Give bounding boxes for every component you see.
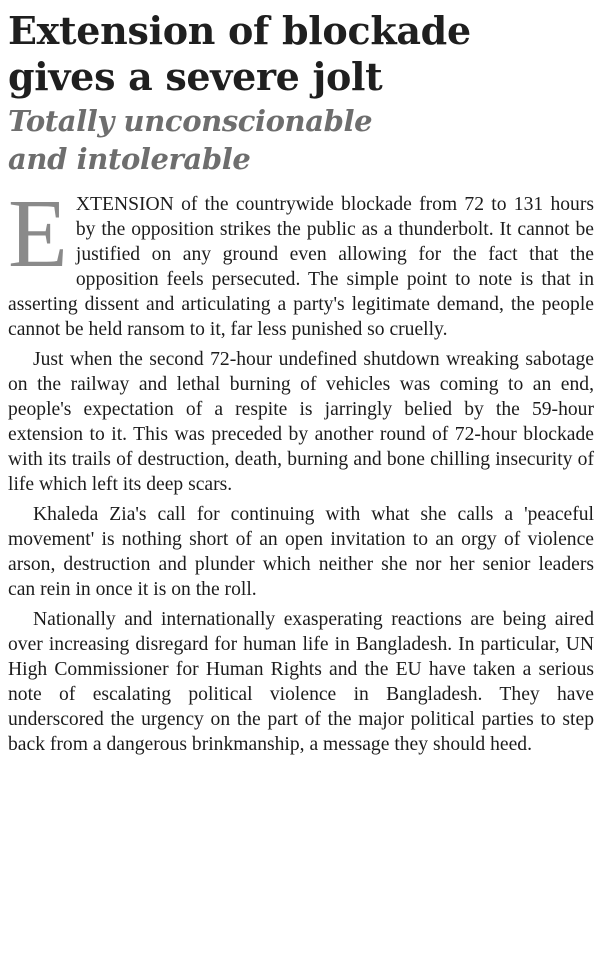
paragraph-4: Nationally and internationally exasperating reactions are being aired over increasing disregard for human life in Bangladesh. In particular, UN High Commissioner for Human Rights and the EU have taken a serious note of escalating political violence in Bangladesh. They have underscored the urgency on the part of the major political parties to step back from a dangerous brinkmanship, a message they should heed.: [8, 609, 594, 755]
drop-cap: E: [8, 180, 68, 288]
headline-line-2: gives a severe jolt: [8, 54, 383, 99]
paragraph-3: Khaleda Zia's call for continuing with what she calls a 'peaceful movement' is nothing short of an open invitation to an orgy of violence arson, destruction and plunder which neither she nor her senior leaders can rein in once it is on the roll.: [8, 504, 594, 600]
headline-line-1: Extension of blockade: [8, 8, 471, 53]
paragraph-1-text: XTENSION of the countrywide blockade from 72 to 131 hours by the opposition strikes the public as a thunderbolt. It cannot be justified on any ground even allowing for the fact that the opposition feels persecuted. The simple point to note is that in asserting dissent and articulating a party's legitimate demand, the people cannot be held ransom to it, far less punished so cruelly.: [8, 194, 594, 340]
subheadline-line-2: and intolerable: [8, 142, 251, 176]
subheadline: [8, 102, 594, 178]
article-body: [8, 180, 594, 757]
paragraph-1: [8, 180, 594, 342]
subheadline-line-1: Totally unconscionable: [8, 104, 373, 138]
editorial-article: [8, 8, 594, 762]
paragraph-2: Just when the second 72-hour undefined shutdown wreaking sabotage on the railway and lethal burning of vehicles was coming to an end, people's expectation of a respite is jarringly belied by the 59-hour extension to it. This was preceded by another round of 72-hour blockade with its trails of destruction, death, burning and bone chilling insecurity of life which left its deep scars.: [8, 349, 594, 495]
headline: [8, 8, 594, 100]
